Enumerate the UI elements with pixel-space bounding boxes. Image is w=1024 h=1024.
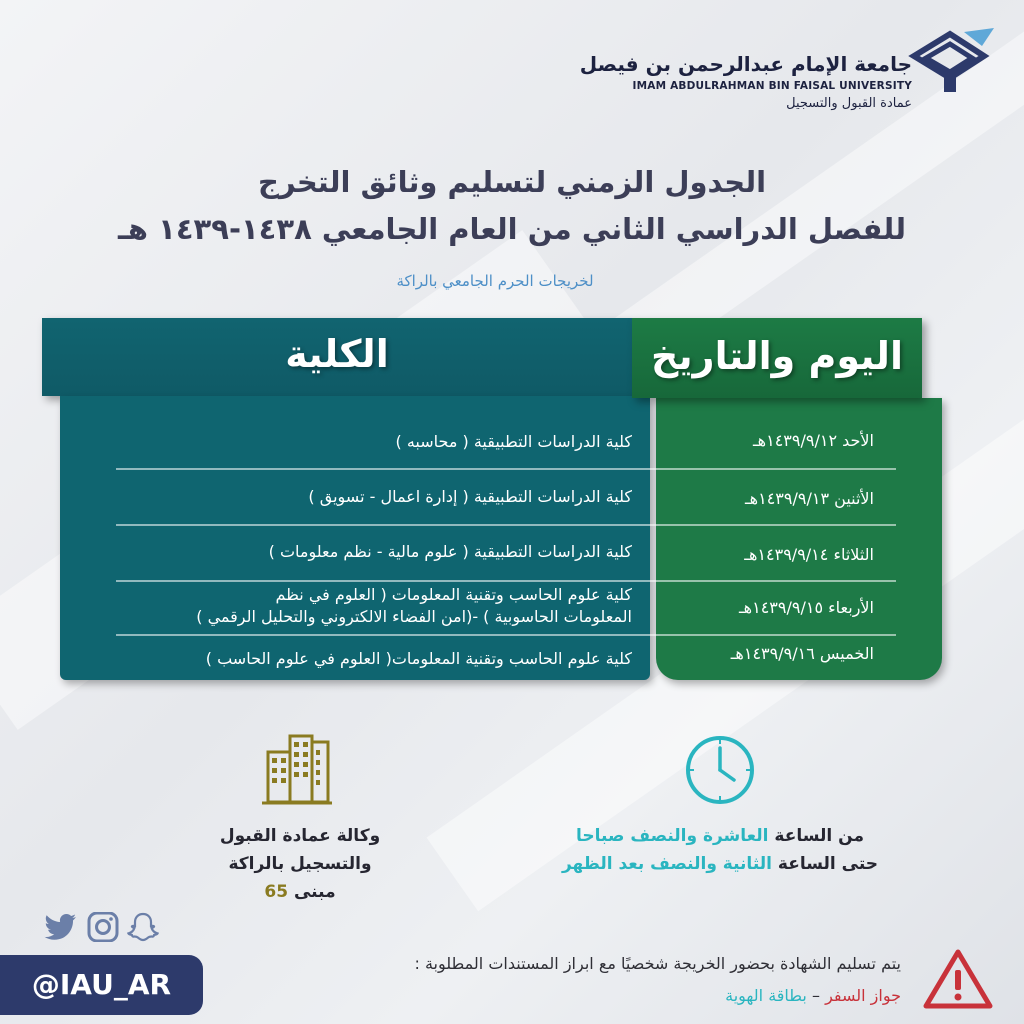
schedule-college-line2: المعلومات الحاسوبية ) -(امن الفضاء الالكتروني والتحليل الرقمي ) (196, 607, 632, 626)
time-to (540, 854, 900, 874)
schedule-date: الأربعاء ١٤٣٩/٩/١٥هـ (738, 598, 874, 617)
document-separator: – (811, 986, 820, 1005)
date-column-header-label: اليوم والتاريخ (651, 334, 903, 378)
time-from-prefix: من الساعة (774, 826, 864, 846)
building-label: مبنى (293, 882, 336, 902)
page-title-line1: الجدول الزمني لتسليم وثائق التخرج (257, 165, 767, 199)
row-divider (116, 634, 896, 636)
time-to-value: الثانية والنصف بعد الظهر (561, 854, 772, 874)
row-divider (116, 468, 896, 470)
time-from (540, 826, 900, 846)
building-number: 65 (264, 882, 289, 902)
university-logo-icon (904, 26, 996, 96)
document-id-card: بطاقة الهوية (725, 986, 807, 1005)
location-line2: والتسجيل بالراكة (228, 854, 372, 874)
schedule-date: الثلاثاء ١٤٣٩/٩/١٤هـ (744, 545, 874, 564)
schedule-date: الأثنين ١٤٣٩/٩/١٣هـ (744, 489, 874, 508)
college-column-header-label: الكلية (285, 332, 389, 376)
snapchat-icon[interactable] (126, 912, 160, 942)
schedule-date: الخميس ١٤٣٩/٩/١٦هـ (730, 644, 874, 663)
time-to-prefix: حتى الساعة (777, 854, 879, 874)
social-handle[interactable]: @IAU_AR (0, 955, 203, 1015)
page-title-line2: للفصل الدراسي الثاني من العام الجامعي ١٤٣٨-١٤٣٩ هـ (118, 212, 906, 246)
schedule-college-line1: كلية علوم الحاسب وتقنية المعلومات ( العلوم في نظم (275, 585, 632, 604)
schedule-college: كلية علوم الحاسب وتقنية المعلومات( العلوم في علوم الحاسب ) (205, 649, 632, 668)
document-passport: جواز السفر (825, 986, 901, 1005)
instagram-icon[interactable] (86, 912, 120, 942)
notice-text: يتم تسليم الشهادة بحضور الخريجة شخصيًا مع ابراز المستندات المطلوبة : (414, 954, 901, 973)
schedule-college: كلية الدراسات التطبيقية ( إدارة اعمال - تسويق ) (308, 487, 632, 506)
schedule-college: كلية الدراسات التطبيقية ( علوم مالية - نظم معلومات ) (268, 542, 632, 561)
row-divider (116, 524, 896, 526)
university-name-arabic: جامعة الإمام عبدالرحمن بن فيصل (579, 52, 912, 76)
twitter-icon[interactable] (44, 912, 78, 942)
time-from-value: العاشرة والنصف صباحا (576, 826, 769, 846)
building-icon (262, 730, 332, 806)
schedule-date: الأحد ١٤٣٩/٩/١٢هـ (752, 431, 874, 450)
required-documents (725, 986, 901, 1005)
location-line1: وكالة عمادة القبول (219, 826, 381, 846)
clock-icon (684, 734, 756, 806)
university-name-english: IMAM ABDULRAHMAN BIN FAISAL UNIVERSITY (632, 80, 912, 92)
schedule-college: كلية الدراسات التطبيقية ( محاسبه ) (395, 432, 632, 451)
row-divider (116, 580, 896, 582)
warning-icon (922, 948, 994, 1010)
page-subtitle: لخريجات الحرم الجامعي بالراكة (396, 272, 594, 290)
deanship-name: عمادة القبول والتسجيل (786, 96, 912, 111)
location-line3 (200, 882, 400, 902)
